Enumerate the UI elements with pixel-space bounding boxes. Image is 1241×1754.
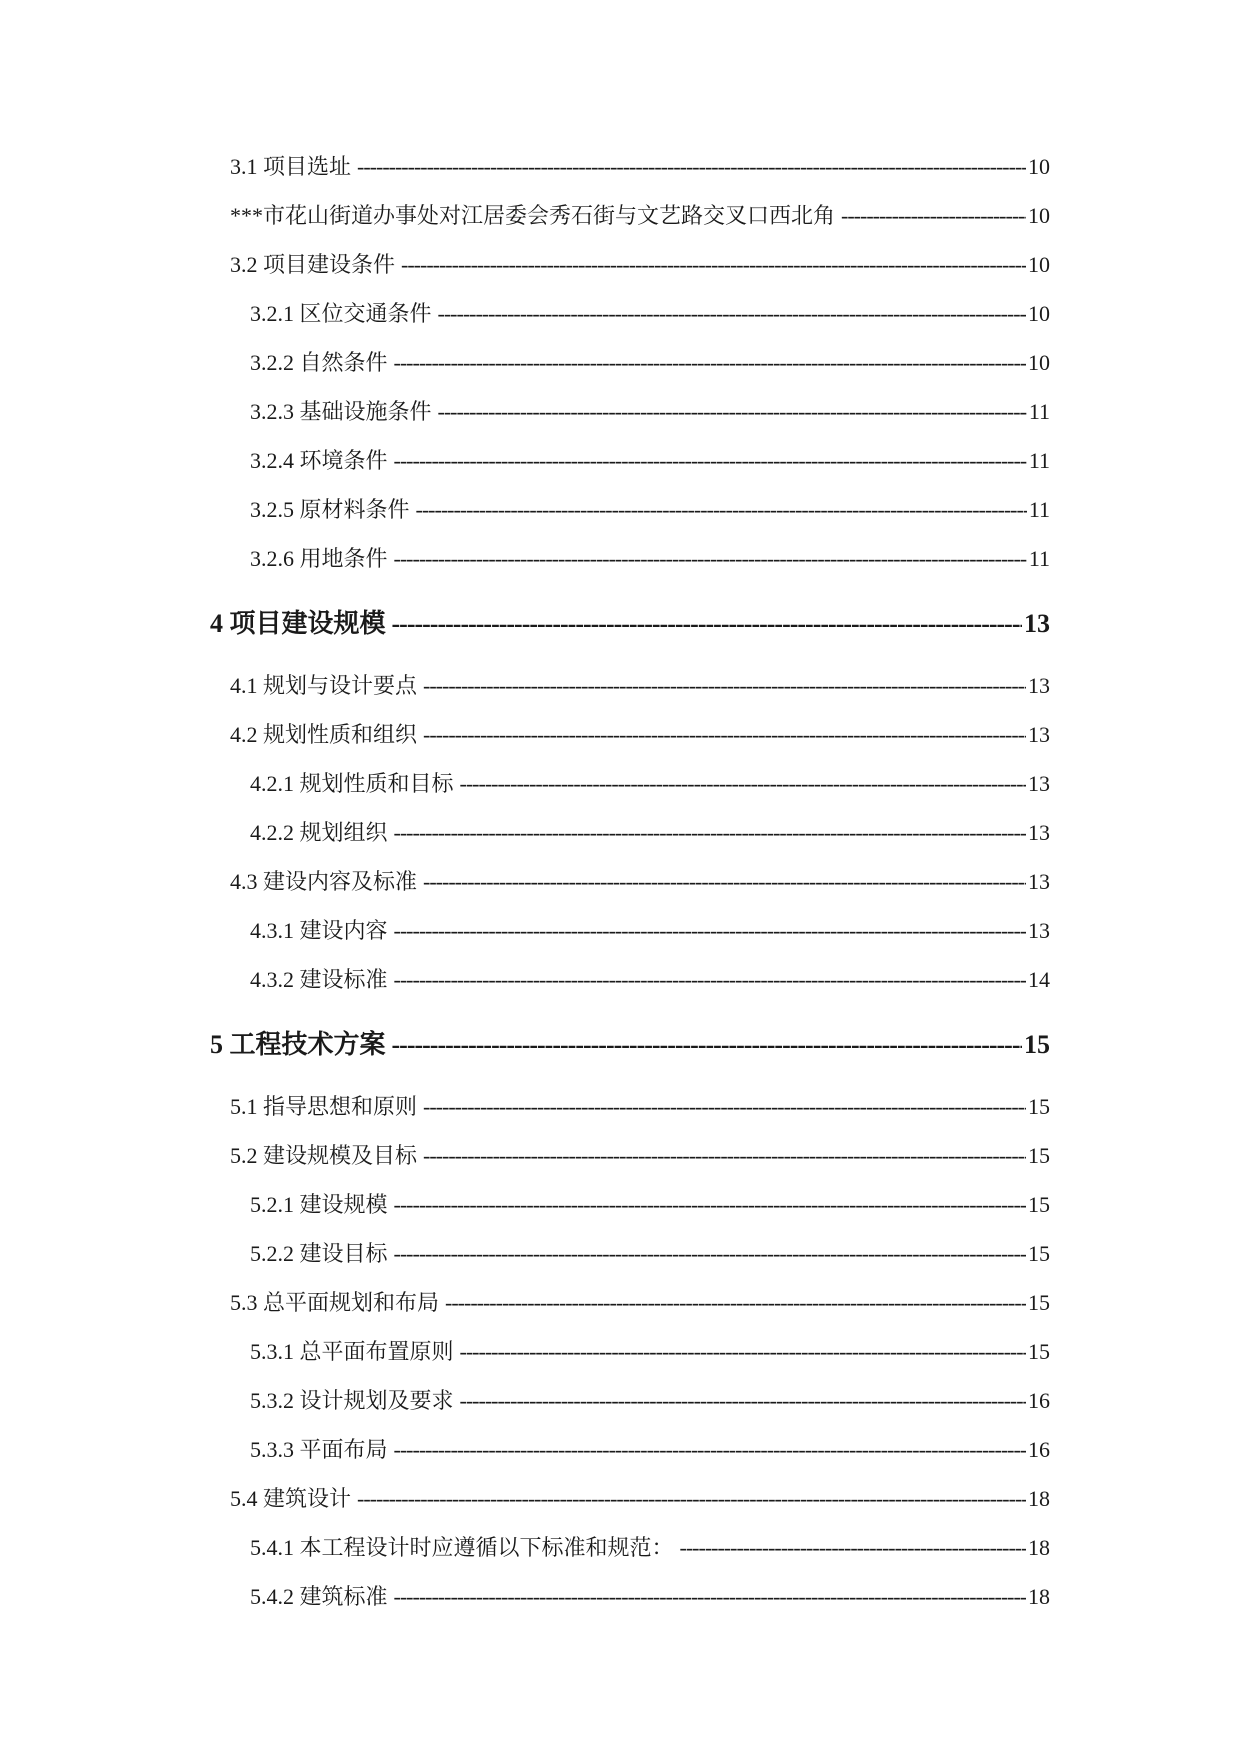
toc-leader-dashes [416,497,1027,523]
toc-entry-title: 3.2.6 用地条件 [250,546,388,571]
toc-entry-page-number: 15 [1024,1030,1050,1059]
toc-entry-title: 3.2.5 原材料条件 [250,497,410,522]
toc-entry-title: 5.4 建筑设计 [230,1486,352,1511]
toc-entry-title: 5.2.1 建设规模 [250,1192,388,1217]
toc-leader-dashes [394,1437,1026,1463]
toc-entry-page-number: 10 [1028,203,1050,228]
toc-entry-title: 3.1 项目选址 [230,154,352,179]
toc-entry[interactable] [230,669,1050,718]
toc-entry-page-number: 11 [1028,497,1050,522]
toc-entry-page-number: 15 [1028,1241,1050,1266]
toc-leader-dashes [680,1535,1026,1561]
toc-leader-dashes [394,1241,1026,1267]
toc-entry-page-number: 13 [1028,722,1050,747]
toc-entry-title: 5.2.2 建设目标 [250,1241,388,1266]
toc-leader-dashes [394,820,1026,846]
toc-chapter-entry[interactable] [210,1012,1050,1090]
toc-leader-dashes [394,350,1026,376]
toc-entry-page-number: 15 [1028,1339,1050,1364]
toc-entry-page-number: 16 [1028,1437,1050,1462]
toc-entry[interactable] [230,1482,1050,1531]
toc-leader-dashes [423,673,1026,699]
toc-entry-page-number: 10 [1028,350,1050,375]
toc-entry-page-number: 13 [1028,918,1050,943]
toc-entry-title: ***市花山街道办事处对江居委会秀石街与文艺路交叉口西北角 [230,203,836,228]
toc-entry-page-number: 13 [1028,820,1050,845]
toc-entry-page-number: 18 [1028,1486,1050,1511]
toc-entry-page-number: 11 [1028,399,1050,424]
toc-leader-dashes [392,609,1022,639]
toc-entry[interactable] [230,150,1050,199]
toc-entry-title: 5.4.1 本工程设计时应遵循以下标准和规范： [250,1535,674,1560]
toc-leader-dashes [423,1143,1026,1169]
toc-entry-title: 5.3.1 总平面布置原则 [250,1339,454,1364]
toc-entry-page-number: 15 [1028,1290,1050,1315]
toc-entry-title: 5.4.2 建筑标准 [250,1584,388,1609]
toc-entry-page-number: 11 [1028,448,1050,473]
toc-leader-dashes [438,399,1027,425]
toc-entry-title: 5.3.2 设计规划及要求 [250,1388,454,1413]
toc-entry-title: 4.3.2 建设标准 [250,967,388,992]
toc-entry-title: 4 项目建设规模 [210,609,386,638]
toc-leader-dashes [460,1339,1026,1365]
toc-entry-page-number: 16 [1028,1388,1050,1413]
toc-entry[interactable] [230,199,1050,248]
toc-entry-title: 4.2.1 规划性质和目标 [250,771,454,796]
toc-leader-dashes [460,1388,1026,1414]
toc-entry[interactable] [230,1237,1050,1286]
table-of-contents [210,150,1050,1629]
toc-entry[interactable] [230,865,1050,914]
toc-entry[interactable] [230,914,1050,963]
toc-entry[interactable] [230,1433,1050,1482]
toc-leader-dashes [394,1584,1026,1610]
toc-leader-dashes [438,301,1026,327]
toc-entry-page-number: 18 [1028,1535,1050,1560]
toc-entry[interactable] [230,1384,1050,1433]
toc-leader-dashes [394,918,1026,944]
toc-entry[interactable] [230,718,1050,767]
toc-entry-title: 3.2.4 环境条件 [250,448,388,473]
toc-leader-dashes [423,1094,1026,1120]
toc-entry-page-number: 13 [1024,609,1050,638]
toc-entry-page-number: 15 [1028,1143,1050,1168]
toc-entry[interactable] [230,1286,1050,1335]
toc-entry[interactable] [230,963,1050,1012]
toc-leader-dashes [392,1030,1022,1060]
toc-entry-page-number: 10 [1028,252,1050,277]
toc-leader-dashes [401,252,1026,278]
toc-entry-title: 5.3.3 平面布局 [250,1437,388,1462]
toc-entry-page-number: 10 [1028,301,1050,326]
toc-entry[interactable] [230,816,1050,865]
toc-entry-title: 4.3 建设内容及标准 [230,869,418,894]
toc-entry[interactable] [230,767,1050,816]
toc-leader-dashes [394,448,1027,474]
toc-entry[interactable] [230,346,1050,395]
toc-entry-page-number: 11 [1028,546,1050,571]
toc-entry-page-number: 15 [1028,1094,1050,1119]
toc-entry[interactable] [230,297,1050,346]
toc-leader-dashes [394,1192,1026,1218]
toc-entry-page-number: 13 [1028,771,1050,796]
toc-entry[interactable] [230,444,1050,493]
toc-entry[interactable] [230,1335,1050,1384]
toc-leader-dashes [394,967,1026,993]
toc-entry[interactable] [230,1531,1050,1580]
toc-leader-dashes [460,771,1026,797]
toc-entry-page-number: 10 [1028,154,1050,179]
toc-entry[interactable] [230,1139,1050,1188]
toc-leader-dashes [357,1486,1026,1512]
toc-entry-title: 4.2.2 规划组织 [250,820,388,845]
toc-entry-title: 3.2.3 基础设施条件 [250,399,432,424]
toc-entry-title: 5 工程技术方案 [210,1030,386,1059]
toc-entry-page-number: 13 [1028,673,1050,698]
toc-entry[interactable] [230,542,1050,591]
toc-leader-dashes [841,203,1026,229]
toc-entry-title: 5.1 指导思想和原则 [230,1094,418,1119]
toc-entry-title: 3.2.2 自然条件 [250,350,388,375]
toc-entry-page-number: 13 [1028,869,1050,894]
toc-leader-dashes [445,1290,1026,1316]
toc-entry[interactable] [230,493,1050,542]
toc-entry-title: 4.3.1 建设内容 [250,918,388,943]
toc-entry-page-number: 15 [1028,1192,1050,1217]
toc-entry[interactable] [230,1580,1050,1629]
toc-entry-title: 5.2 建设规模及目标 [230,1143,418,1168]
toc-entry-title: 5.3 总平面规划和布局 [230,1290,440,1315]
toc-entry-title: 3.2 项目建设条件 [230,252,396,277]
toc-entry[interactable] [230,1188,1050,1237]
toc-entry[interactable] [230,395,1050,444]
toc-leader-dashes [423,869,1026,895]
toc-chapter-entry[interactable] [210,591,1050,669]
toc-entry-title: 3.2.1 区位交通条件 [250,301,432,326]
toc-leader-dashes [423,722,1026,748]
toc-entry-page-number: 14 [1028,967,1050,992]
toc-entry-title: 4.1 规划与设计要点 [230,673,418,698]
toc-leader-dashes [357,154,1026,180]
toc-entry[interactable] [230,248,1050,297]
toc-entry-title: 4.2 规划性质和组织 [230,722,418,747]
toc-entry[interactable] [230,1090,1050,1139]
toc-leader-dashes [394,546,1027,572]
toc-entry-page-number: 18 [1028,1584,1050,1609]
